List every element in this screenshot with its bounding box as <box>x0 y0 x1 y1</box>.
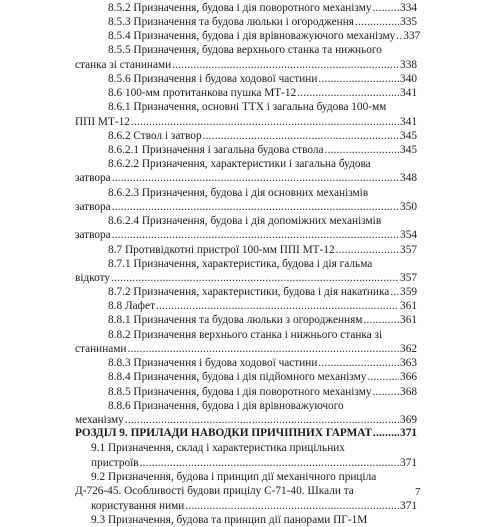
toc-entry <box>75 414 417 427</box>
dot-leader <box>325 144 400 157</box>
toc-entry-title: механізму <box>75 414 124 426</box>
toc-entry-page: 366 <box>400 371 417 383</box>
toc-entry-page: 354 <box>400 229 417 241</box>
toc-entry <box>108 258 417 271</box>
toc-entry-page: 357 <box>400 272 417 284</box>
toc-entry-page: 334 <box>400 2 417 14</box>
toc-entry <box>108 300 417 313</box>
toc-entry <box>108 30 421 43</box>
toc-entry <box>91 457 417 470</box>
toc-entry <box>108 386 417 399</box>
toc-entry-title: затвора <box>75 172 111 184</box>
toc-entry <box>91 442 417 455</box>
toc-entry <box>75 172 417 185</box>
toc-entry-title: 8.8.2 Призначення верхнього станка і нижнього станка зі <box>108 329 383 341</box>
toc-entry-title: 8.6 100-мм протитанкова пушка МТ-12 <box>108 87 297 99</box>
dot-leader <box>112 229 399 242</box>
toc-entry-page: 361 <box>400 300 417 312</box>
dot-leader <box>297 87 399 100</box>
toc-entry <box>108 73 417 86</box>
toc-entry-title: РОЗДІЛ 9. ПРИЛАДИ НАВОДКИ ПРИЧІПНИХ ГАРМАТ <box>75 427 372 439</box>
dot-leader <box>125 414 399 427</box>
toc-entry <box>108 87 417 100</box>
toc-entry-page: 345 <box>400 130 417 142</box>
toc-entry-title: 9.3 Призначення, будова та принцип дії панорами ПГ-1М <box>91 514 368 526</box>
toc-entry <box>75 343 417 356</box>
toc-entry-page: 341 <box>400 87 417 99</box>
toc-entry <box>108 244 417 257</box>
toc-entry-title: 8.6.2 Ствол і затвор <box>108 130 202 142</box>
toc-entry-page: 371 <box>400 457 417 469</box>
toc-entry-title: 8.6.2.4 Призначення, будова і дія допоміжних механізмів <box>108 215 382 227</box>
toc-entry-title: затвора <box>75 201 111 213</box>
toc-entry-title: ППІ МТ-12 <box>75 116 130 128</box>
toc-entry-title: 9.2 Призначення, будова і принцип дії механічного приціла <box>91 471 377 483</box>
toc-entry-title: 8.6.1 Призначення, основні ТТХ і загальна будова 100-мм <box>108 101 387 113</box>
toc-entry <box>108 329 417 342</box>
toc-entry-title: користування ними <box>91 500 185 512</box>
toc-entry <box>91 471 417 484</box>
toc-entry-title: 8.6.2.2 Призначення, характеристики і загальна будова <box>108 158 371 170</box>
dot-leader <box>318 73 399 86</box>
toc-entry-title: станинами <box>75 343 127 355</box>
dot-leader <box>127 343 399 356</box>
toc-entry <box>75 59 417 72</box>
toc-entry <box>108 158 417 171</box>
toc-entry-page: 345 <box>400 144 417 156</box>
dot-leader <box>355 16 399 29</box>
toc-entry-title: 8.6.2.1 Призначення і загальна будова ствола <box>108 144 324 156</box>
toc-entry-page: 350 <box>400 201 417 213</box>
toc-entry-title: 8.5.2 Призначення, будова і дія поворотного механізму <box>108 2 372 14</box>
toc-entry-title: 8.8.3 Призначення і будова ходової частини <box>108 357 318 369</box>
toc-entry-title: 8.8.5 Призначення, будова і дія поворотного механізму <box>108 386 372 398</box>
toc-entry-page: 335 <box>400 16 417 28</box>
toc-entry-page: 371 <box>400 427 417 439</box>
dot-leader <box>185 500 399 513</box>
toc-entry <box>75 485 417 498</box>
toc-entry-title: 8.8 Лафет <box>108 300 155 312</box>
dot-leader <box>131 116 399 129</box>
toc-entry-title: пристроїв <box>91 457 139 469</box>
toc-entry-title: 8.8.4 Призначення, будова і дія підйомного механізму <box>108 371 367 383</box>
dot-leader <box>172 59 399 72</box>
toc-entry-title: 8.6.2.3 Призначення, будова і дія основних механізмів <box>108 187 369 199</box>
toc-entry <box>108 130 417 143</box>
toc-entry <box>108 400 417 413</box>
toc-entry <box>108 357 417 370</box>
toc-entry <box>108 2 417 15</box>
toc-entry-title: 8.5.3 Призначення та будова люльки і огородження <box>108 16 354 28</box>
toc-entry-page: 348 <box>400 172 417 184</box>
toc-entry <box>75 272 417 285</box>
toc-entry <box>75 116 417 129</box>
toc-entry <box>108 16 417 29</box>
page-number: 7 <box>415 486 421 498</box>
toc-entry <box>108 215 417 228</box>
toc-entry-title: 8.5.6 Призначення і будова ходової частини <box>108 73 318 85</box>
toc-entry <box>75 427 417 440</box>
dot-leader <box>318 357 399 370</box>
toc-entry <box>108 101 417 114</box>
toc-entry-page: 371 <box>400 500 417 512</box>
toc-entry <box>108 44 417 57</box>
toc-entry-page: 359 <box>400 286 417 298</box>
toc-entry-page: 338 <box>400 59 417 71</box>
toc-entry-title: відкоту <box>75 272 111 284</box>
toc-entry-page: 361 <box>400 314 417 326</box>
toc-entry <box>75 229 417 242</box>
dot-leader <box>336 244 399 257</box>
toc-entry-title: 8.7.1 Призначення, характеристика, будова і дія гальма <box>108 258 373 270</box>
toc-entry <box>91 500 417 513</box>
toc-entry-title: Д-726-45. Особливості будови прицілу С-71-40. Шкали та <box>75 485 354 497</box>
toc-entry <box>91 514 417 527</box>
toc-entry-page: 340 <box>400 73 417 85</box>
dot-leader <box>373 427 399 440</box>
dot-leader <box>112 172 399 185</box>
dot-leader <box>373 2 400 15</box>
dot-leader <box>373 386 400 399</box>
toc-entry <box>108 187 417 200</box>
dot-leader <box>396 30 402 43</box>
dot-leader <box>111 272 399 285</box>
toc-entry-page: 337 <box>403 30 421 42</box>
dot-leader <box>156 300 399 313</box>
dot-leader <box>367 371 399 384</box>
toc-entry-title: затвора <box>75 229 111 241</box>
toc-entry-page: 369 <box>400 414 417 426</box>
toc-entry <box>108 371 417 384</box>
toc-entry <box>75 201 417 214</box>
toc-entry-title: 9.1 Призначення, склад і характеристика прицільних <box>91 442 345 454</box>
toc-entry-page: 363 <box>400 357 417 369</box>
dot-leader <box>363 314 399 327</box>
dot-leader <box>112 201 399 214</box>
toc-entry-title: 8.5.4 Призначення, будова і дія врівноважуючого механізму <box>108 30 396 42</box>
toc-entry-title: 8.7.2 Призначення, характеристики, будова і дія накатника <box>108 286 390 298</box>
dot-leader <box>140 457 399 470</box>
toc-entry-page: 357 <box>400 244 417 256</box>
toc-entry <box>108 286 417 299</box>
toc-entry-page: 341 <box>400 116 417 128</box>
toc-entry-title: станка зі станинами <box>75 59 172 71</box>
dot-leader <box>203 130 399 143</box>
toc-entry-title: 8.7 Противідкотні пристрої 100-мм ППІ МТ-12 <box>108 244 335 256</box>
toc-entry <box>108 144 417 157</box>
toc-entry-page: 362 <box>400 343 417 355</box>
toc-entry-title: 8.5.5 Призначення, будова верхнього станка та нижнього <box>108 44 382 56</box>
toc-entry-title: 8.8.6 Призначення, будова і дія врівноважуючого <box>108 400 344 412</box>
toc-entry-title: 8.8.1 Призначення та будова люльки з огородженням <box>108 314 363 326</box>
toc-entry <box>108 314 417 327</box>
dot-leader <box>390 286 399 299</box>
toc-entry-page: 368 <box>400 386 417 398</box>
